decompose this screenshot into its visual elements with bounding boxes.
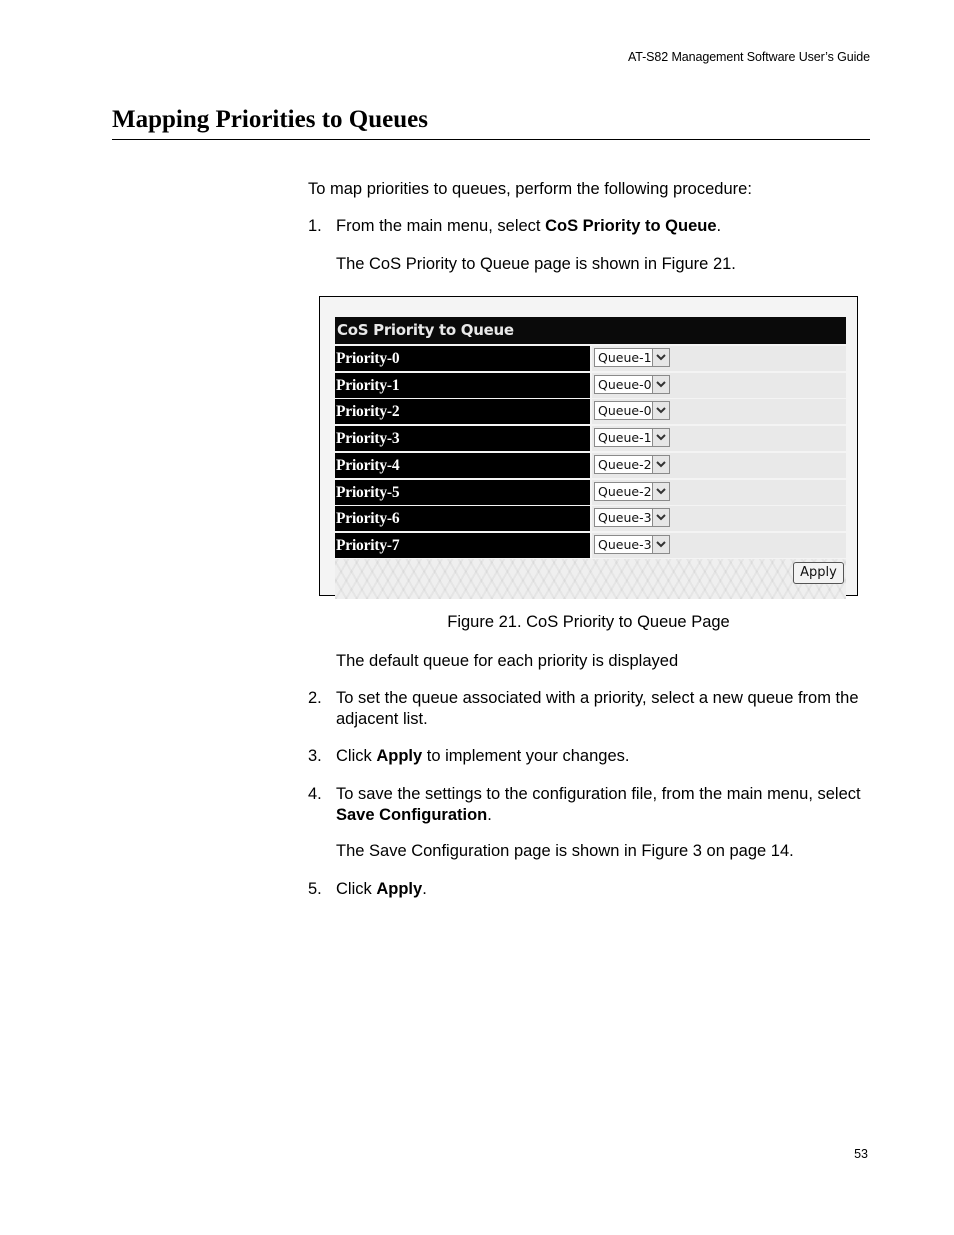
priority-row	[335, 453, 846, 478]
queue-select[interactable]	[594, 428, 670, 447]
queue-cell	[592, 346, 846, 371]
queue-select[interactable]	[594, 348, 670, 367]
step-text: From the main menu, select CoS Priority to Queue.	[336, 217, 722, 235]
queue-select-value: Queue-1	[598, 349, 652, 365]
queue-cell	[592, 533, 846, 558]
priority-label: Priority-4	[335, 453, 590, 478]
chevron-down-icon[interactable]	[652, 402, 669, 419]
queue-select[interactable]	[594, 482, 670, 501]
queue-select-value: Queue-2	[598, 456, 652, 472]
step4-note: The Save Configuration page is shown in Figure 3 on page 14.	[336, 842, 794, 860]
step-number: 3.	[308, 747, 322, 765]
queue-select-value: Queue-0	[598, 403, 652, 419]
menu-item-reference: Save Configuration	[336, 806, 488, 824]
priority-row	[335, 426, 846, 451]
chevron-down-icon[interactable]	[652, 483, 669, 500]
step-text: To set the queue associated with a priority, select a new queue from the adjacent list.	[336, 689, 859, 728]
chevron-down-icon[interactable]	[652, 536, 669, 553]
priority-label: Priority-0	[335, 346, 590, 371]
step-number: 2.	[308, 689, 322, 707]
priority-row	[335, 533, 846, 558]
queue-select-value: Queue-1	[598, 430, 652, 445]
queue-cell	[592, 373, 846, 398]
step-number: 1.	[308, 217, 322, 235]
chevron-down-icon[interactable]	[652, 429, 669, 446]
chevron-down-icon[interactable]	[652, 456, 669, 473]
priority-label: Priority-6	[335, 506, 590, 531]
step-text: Click Apply to implement your changes.	[336, 747, 630, 765]
chevron-down-icon[interactable]	[652, 349, 669, 366]
queue-cell	[592, 480, 846, 505]
cos-priority-panel	[335, 317, 846, 599]
panel-footer	[335, 559, 846, 599]
step-number: 4.	[308, 785, 322, 803]
queue-cell	[592, 453, 846, 478]
step-text: Click Apply.	[336, 880, 427, 898]
step-number: 5.	[308, 880, 322, 898]
apply-button[interactable]: Apply	[793, 562, 844, 584]
running-header: AT-S82 Management Software User’s Guide	[627, 50, 870, 64]
priority-row	[335, 506, 846, 531]
page-number: 53	[854, 1147, 868, 1161]
queue-select-value: Queue-3	[598, 537, 652, 552]
priority-row	[335, 346, 846, 371]
queue-select[interactable]	[594, 535, 670, 554]
queue-cell	[592, 426, 846, 451]
figure-screenshot	[319, 296, 858, 596]
queue-select-value: Queue-0	[598, 376, 652, 392]
priority-label: Priority-7	[335, 533, 590, 558]
figure-caption: Figure 21. CoS Priority to Queue Page	[447, 613, 730, 631]
step-text: To save the settings to the configuration file, from the main menu, select Save Configuration.	[336, 785, 861, 824]
queue-select[interactable]	[594, 508, 670, 527]
button-reference: Apply	[376, 747, 423, 765]
priority-row	[335, 373, 846, 398]
priority-row	[335, 399, 846, 424]
section-title: Mapping Priorities to Queues	[112, 106, 428, 133]
priority-row	[335, 480, 846, 505]
figure-note: The default queue for each priority is displayed	[336, 652, 679, 670]
queue-select[interactable]	[594, 375, 670, 394]
queue-cell	[592, 399, 846, 424]
title-rule	[112, 139, 870, 140]
menu-item-reference: CoS Priority to Queue	[545, 217, 717, 235]
priority-label: Priority-5	[335, 480, 590, 505]
queue-select-value: Queue-2	[598, 483, 652, 499]
chevron-down-icon[interactable]	[652, 376, 669, 393]
queue-select[interactable]	[594, 401, 670, 420]
panel-title: CoS Priority to Queue	[335, 317, 846, 344]
priority-label: Priority-2	[335, 399, 590, 424]
queue-cell	[592, 506, 846, 531]
priority-rows	[335, 346, 846, 558]
step1-note: The CoS Priority to Queue page is shown in Figure 21.	[336, 255, 736, 273]
intro-paragraph: To map priorities to queues, perform the following procedure:	[308, 180, 752, 198]
priority-label: Priority-1	[335, 373, 590, 398]
priority-label: Priority-3	[335, 426, 590, 451]
chevron-down-icon[interactable]	[652, 509, 669, 526]
button-reference: Apply	[376, 880, 423, 898]
queue-select[interactable]	[594, 455, 670, 474]
queue-select-value: Queue-3	[598, 510, 652, 526]
